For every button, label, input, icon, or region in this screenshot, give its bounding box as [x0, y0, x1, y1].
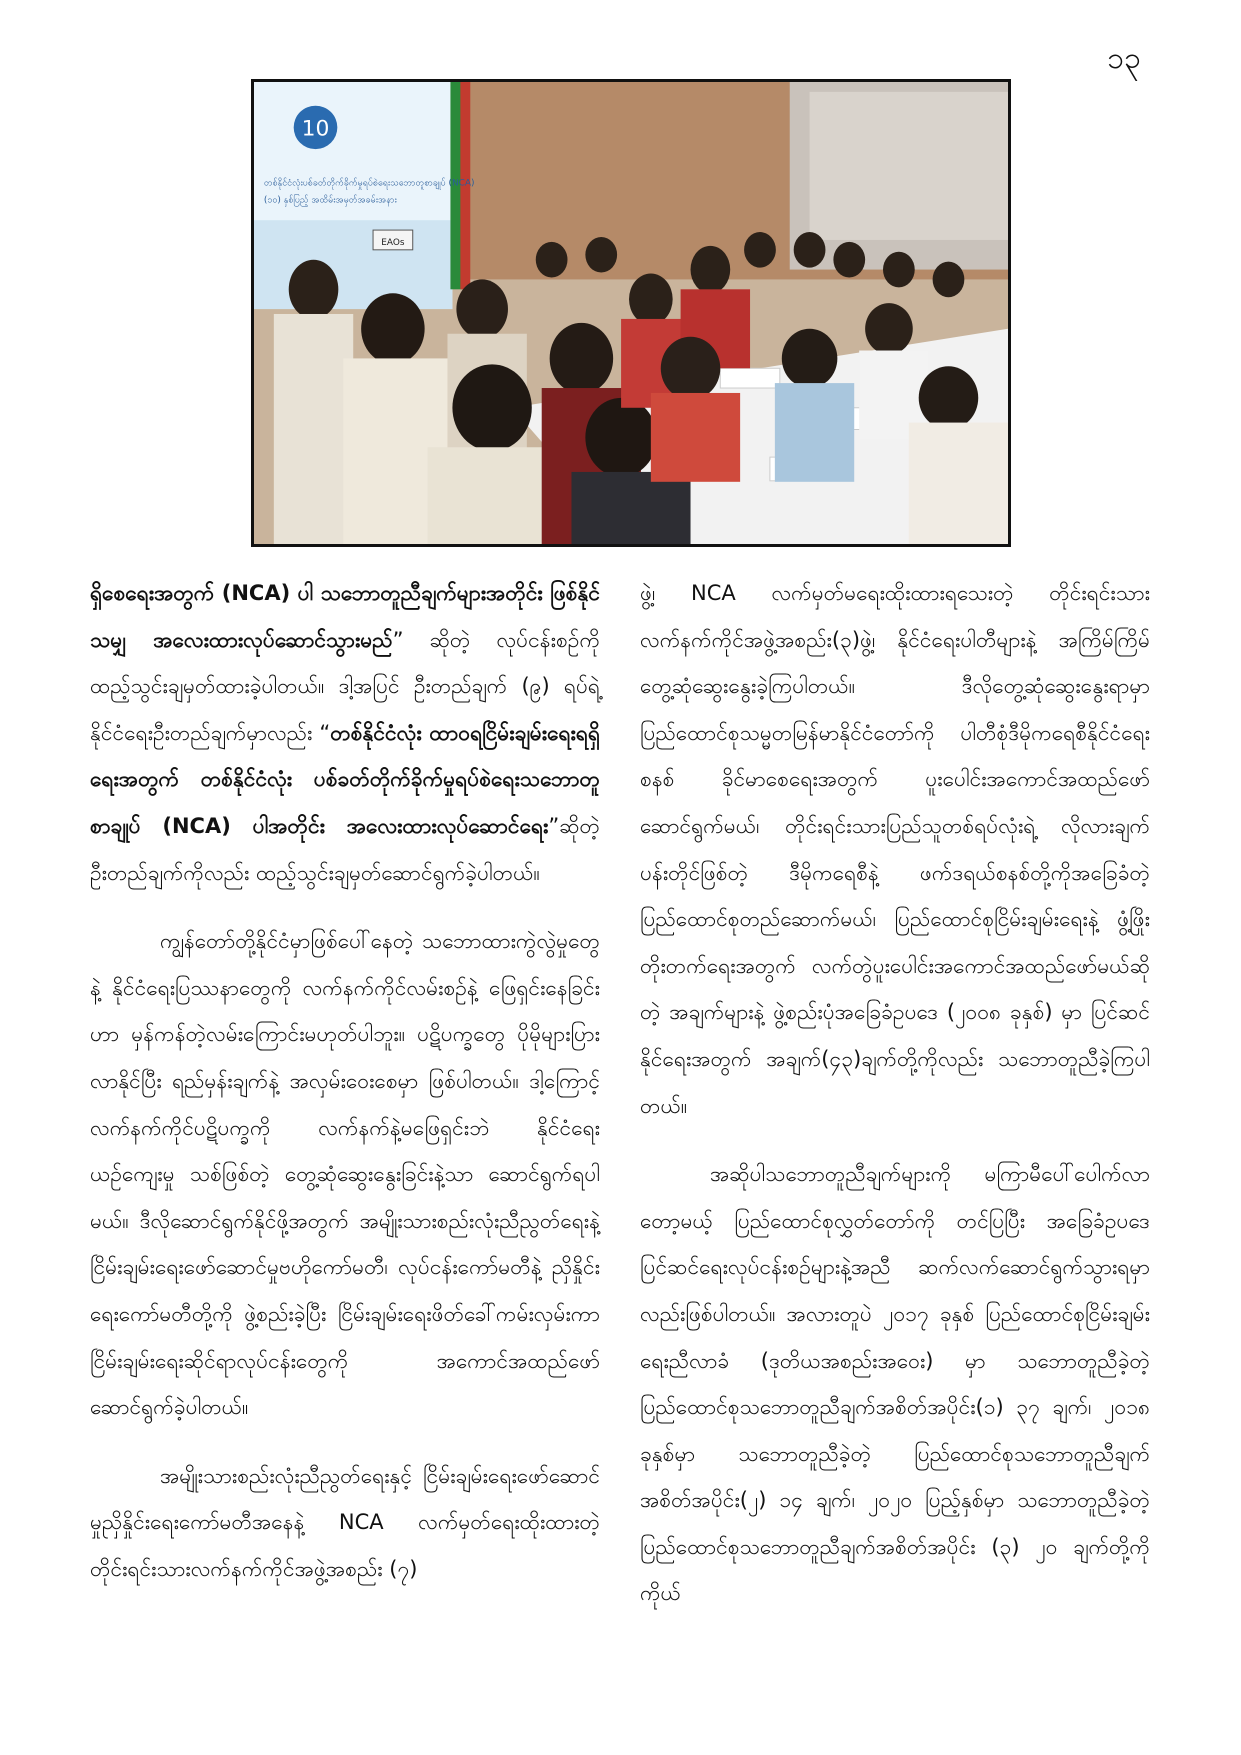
bold-text: ရှိစေရေးအတွက် (NCA) ပါ သဘောတူညီချက်များအတိုင်း ဖြစ်နိုင်သမျှ အလေးထားလုပ်ဆောင်သွားမည်	[90, 581, 600, 652]
logo-text: 10	[301, 116, 330, 142]
event-photo	[251, 79, 1011, 547]
right-column	[640, 570, 1150, 1617]
document	[720, 368, 780, 388]
right-paragraph-1: ဖွဲ့၊ NCA လက်မှတ်မရေးထိုးထားရသေးတဲ့ တိုင်းရင်းသားလက်နက်ကိုင်အဖွဲ့အစည်း(၃)ဖွဲ့၊ နိုင်ငံရေးပါတီများနဲ့ အကြိမ်ကြိမ် တွေ့ဆုံဆွေးနွေးခဲ့ကြပါတယ်။ ဒီလိုတွေ့ဆုံဆွေးနွေးရာမှာ ပြည်ထောင်စုသမ္မတမြန်မာနိုင်ငံတော်ကို ပါတီစုံဒီမိုကရေစီနိုင်ငံရေးစနစ် ခိုင်မာစေရေးအတွက် ပူးပေါင်းအကောင်အထည်ဖော် ဆောင်ရွက်မယ်၊ တိုင်းရင်းသားပြည်သူတစ်ရပ်လုံးရဲ့ လိုလားချက်ပန်းတိုင်ဖြစ်တဲ့ ဒီမိုကရေစီနဲ့ ဖက်ဒရယ်စနစ်တို့ကိုအခြေခံတဲ့ ပြည်ထောင်စုတည်ဆောက်မယ်၊ ပြည်ထောင်စုငြိမ်းချမ်းရေးနဲ့ ဖွံ့ဖြိုးတိုးတက်ရေးအတွက် လက်တွဲပူးပေါင်းအကောင်အထည်ဖော်မယ်ဆိုတဲ့ အချက်များနဲ့ ဖွဲ့စည်းပုံအခြေခံဥပဒေ (၂၀၀၈ ခုနှစ်) မှာ ပြင်ဆင်နိုင်ရေးအတွက် အချက်(၄၃)ချက်တို့ကိုလည်း သဘောတူညီခဲ့ကြပါတယ်။	[640, 581, 1150, 1118]
body-text: ”ဆိုတဲ့ ဦးတည်ချက်ကိုလည်း ထည့်သွင်းချမှတ်ဆောင်ရွက်ခဲ့ပါတယ်။	[90, 813, 600, 885]
eaos-sign-text: EAOs	[381, 237, 405, 248]
body-text: ” ဆိုတဲ့ လုပ်ငန်းစဉ်ကို ထည့်သွင်းချမှတ်ထားခဲ့ပါတယ်။ ဒါ့အပြင် ဦးတည်ချက် (၉) ရပ်ရဲ့ နိုင်ငံရေးဦးတည်ချက်မှာလည်း “	[90, 627, 600, 745]
left-column	[90, 570, 600, 1592]
left-paragraph-1	[90, 570, 600, 896]
bold-text: တစ်နိုင်ငံလုံး ထာဝရငြိမ်းချမ်းရေးရရှိရေးအတွက် တစ်နိုင်ငံလုံး ပစ်ခတ်တိုက်ခိုက်မှုရပ်စဲရေးသဘောတူစာချုပ် (NCA) ပါအတိုင်း အလေးထားလုပ်ဆောင်ရေး	[90, 720, 601, 838]
left-paragraph-2: ကျွန်တော်တို့နိုင်ငံမှာဖြစ်ပေါ်နေတဲ့ သဘောထားကွဲလွဲမှုတွေနဲ့ နိုင်ငံရေးပြဿနာတွေကို လက်နက်ကိုင်လမ်းစဉ်နဲ့ ဖြေရှင်းနေခြင်းဟာ မှန်ကန်တဲ့လမ်းကြောင်းမဟုတ်ပါဘူး။ ပဋိပက္ခတွေ ပိုမိုများပြားလာနိုင်ပြီး ရည်မှန်းချက်နဲ့ အလှမ်းဝေးစေမှာ ဖြစ်ပါတယ်။ ဒါ့ကြောင့် လက်နက်ကိုင်ပဋိပက္ခကို လက်နက်နဲ့မဖြေရှင်းဘဲ နိုင်ငံရေးယဉ်ကျေးမှု သစ်ဖြစ်တဲ့ တွေ့ဆုံဆွေးနွေးခြင်းနဲ့သာ ဆောင်ရွက်ရပါမယ်။ ဒီလိုဆောင်ရွက်နိုင်ဖို့အတွက် အမျိုးသားစည်းလုံးညီညွတ်ရေးနဲ့ ငြိမ်းချမ်းရေးဖော်ဆောင်မှုဗဟိုကော်မတီ၊ လုပ်ငန်းကော်မတီနဲ့ ညှိနှိုင်းရေးကော်မတီတို့ကို ဖွဲ့စည်းခဲ့ပြီး ငြိမ်းချမ်းရေးဖိတ်ခေါ်ကမ်းလှမ်းကာ ငြိမ်းချမ်းရေးဆိုင်ရာလုပ်ငန်းတွေကို အကောင်အထည်ဖော် ဆောင်ရွက်ခဲ့ပါတယ်။	[90, 929, 600, 1420]
page-number: ၁၃	[1107, 41, 1141, 76]
banner-line-1: တစ်နိုင်ငံလုံးပစ်ခတ်တိုက်ခိုက်မှုရပ်စဲရေးသဘောတူစာချုပ် (NCA)	[263, 178, 475, 189]
left-paragraph-3: အမျိုးသားစည်းလုံးညီညွတ်ရေးနှင့် ငြိမ်းချမ်းရေးဖော်ဆောင်မှုညှိနှိုင်းရေးကော်မတီအနေနဲ့ NCA လက်မှတ်ရေးထိုးထားတဲ့ တိုင်းရင်းသားလက်နက်ကိုင်အဖွဲ့အစည်း (၇)	[90, 1463, 600, 1581]
right-paragraph-2: အဆိုပါသဘောတူညီချက်များကို မကြာမီပေါ်ပေါက်လာတော့မယ့် ပြည်ထောင်စုလွှတ်တော်ကို တင်ပြပြီး အခြေခံဥပဒေပြင်ဆင်ရေးလုပ်ငန်းစဉ်များနဲ့အညီ ဆက်လက်ဆောင်ရွက်သွားရမှာလည်းဖြစ်ပါတယ်။ အလားတူပဲ ၂၀၁၇ ခုနှစ် ပြည်ထောင်စုငြိမ်းချမ်းရေးညီလာခံ (ဒုတိယအစည်းအဝေး) မှာ သဘောတူညီခဲ့တဲ့ ပြည်ထောင်စုသဘောတူညီချက်အစိတ်အပိုင်း(၁) ၃၇ ချက်၊ ၂၀၁၈ ခုနှစ်မှာ သဘောတူညီခဲ့တဲ့ ပြည်ထောင်စုသဘောတူညီချက်အစိတ်အပိုင်း(၂) ၁၄ ချက်၊ ၂၀၂၀ ပြည့်နှစ်မှာ သဘောတူညီခဲ့တဲ့ ပြည်ထောင်စုသဘောတူညီချက်အစိတ်အပိုင်း (၃) ၂၀ ချက်တို့ကို ကိုယ်	[640, 1162, 1150, 1606]
photo-illustration	[254, 82, 1008, 544]
banner-line-2: (၁၀) နှစ်ပြည့် အထိမ်းအမှတ်အခမ်းအနား	[263, 195, 397, 206]
